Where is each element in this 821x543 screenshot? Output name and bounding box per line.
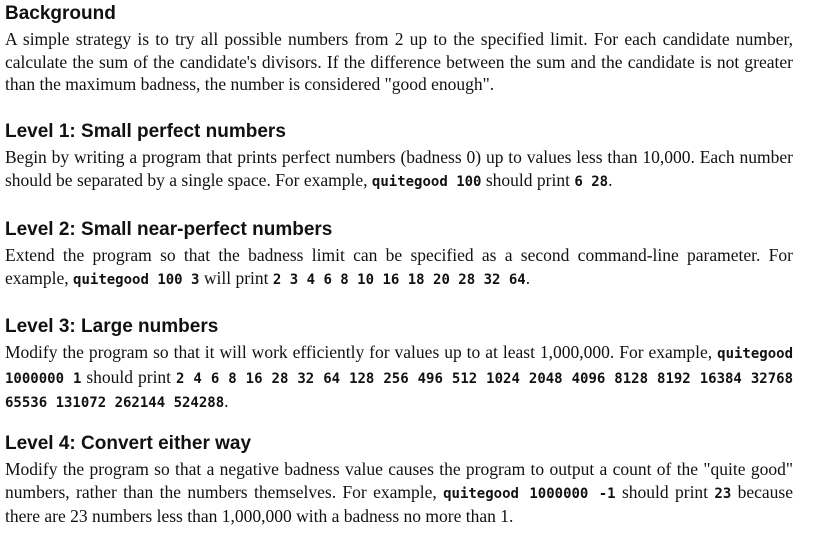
section-heading-level-4: Level 4: Convert either way [5, 433, 252, 454]
section-level-1 [5, 121, 793, 193]
command-example: quitegood 100 3 [73, 271, 200, 288]
paragraph-text: Modify the program so that it will work efficiently for values up to at least 1,000,000. For example, [5, 342, 718, 362]
section-text-level-3 [5, 341, 793, 415]
paragraph-text: Begin by writing a program that prints perfect numbers (badness 0) up to values less than 10,000. Each number should be separated by a single space. For example, [5, 147, 793, 190]
paragraph-text: should print [81, 366, 176, 387]
paragraph-text: A simple strategy is to try all possible numbers from 2 up to the specified limit. For each candidate number, calculate the sum of the candidate's divisors. If the difference between the sum and the candidate is not greater than the maximum badness, the number is considered "good enough". [5, 29, 793, 94]
section-text-level-1 [5, 146, 793, 193]
section-heading-level-1: Level 1: Small perfect numbers [5, 121, 286, 142]
paragraph-text: will print [199, 267, 273, 288]
section-heading-level-2: Level 2: Small near-perfect numbers [5, 219, 333, 240]
paragraph-text: Extend the program so that the badness limit can be specified as a second command-line parameter. For example, [5, 245, 793, 288]
expected-output: 23 [714, 485, 732, 502]
expected-output: 2 4 6 8 16 28 32 64 128 256 496 512 1024 2048 4096 8128 8192 16384 32768 65536 131072 262144 524288 [5, 370, 794, 411]
section-heading-level-3: Level 3: Large numbers [5, 316, 219, 337]
paragraph-text: . [224, 391, 229, 411]
paragraph-text: Modify the program so that a negative badness value causes the program to output a count of the "quite good" numbers, rather than the numbers themselves. For example, [5, 459, 793, 502]
command-example: quitegood 1000000 1 [5, 346, 793, 387]
section-level-3 [5, 316, 793, 415]
expected-output: 6 28 [574, 173, 609, 190]
section-text-level-4 [5, 458, 793, 528]
section-level-2 [5, 219, 793, 291]
command-example: quitegood 100 [371, 173, 482, 190]
section-background [5, 3, 793, 96]
paragraph-text: should print [481, 169, 575, 190]
section-text-background [5, 28, 793, 96]
section-heading-background: Background [5, 3, 116, 24]
paragraph-text: . [608, 169, 613, 190]
command-example: quitegood 1000000 -1 [443, 485, 616, 502]
section-text-level-2 [5, 244, 793, 291]
paragraph-text: . [525, 267, 531, 288]
section-level-4 [5, 433, 793, 528]
paragraph-text: because there are 23 numbers less than 1,000,000 with a badness no more than 1. [5, 481, 793, 526]
paragraph-text: should print [615, 481, 715, 502]
expected-output: 2 3 4 6 8 10 16 18 20 28 32 64 [272, 271, 526, 288]
